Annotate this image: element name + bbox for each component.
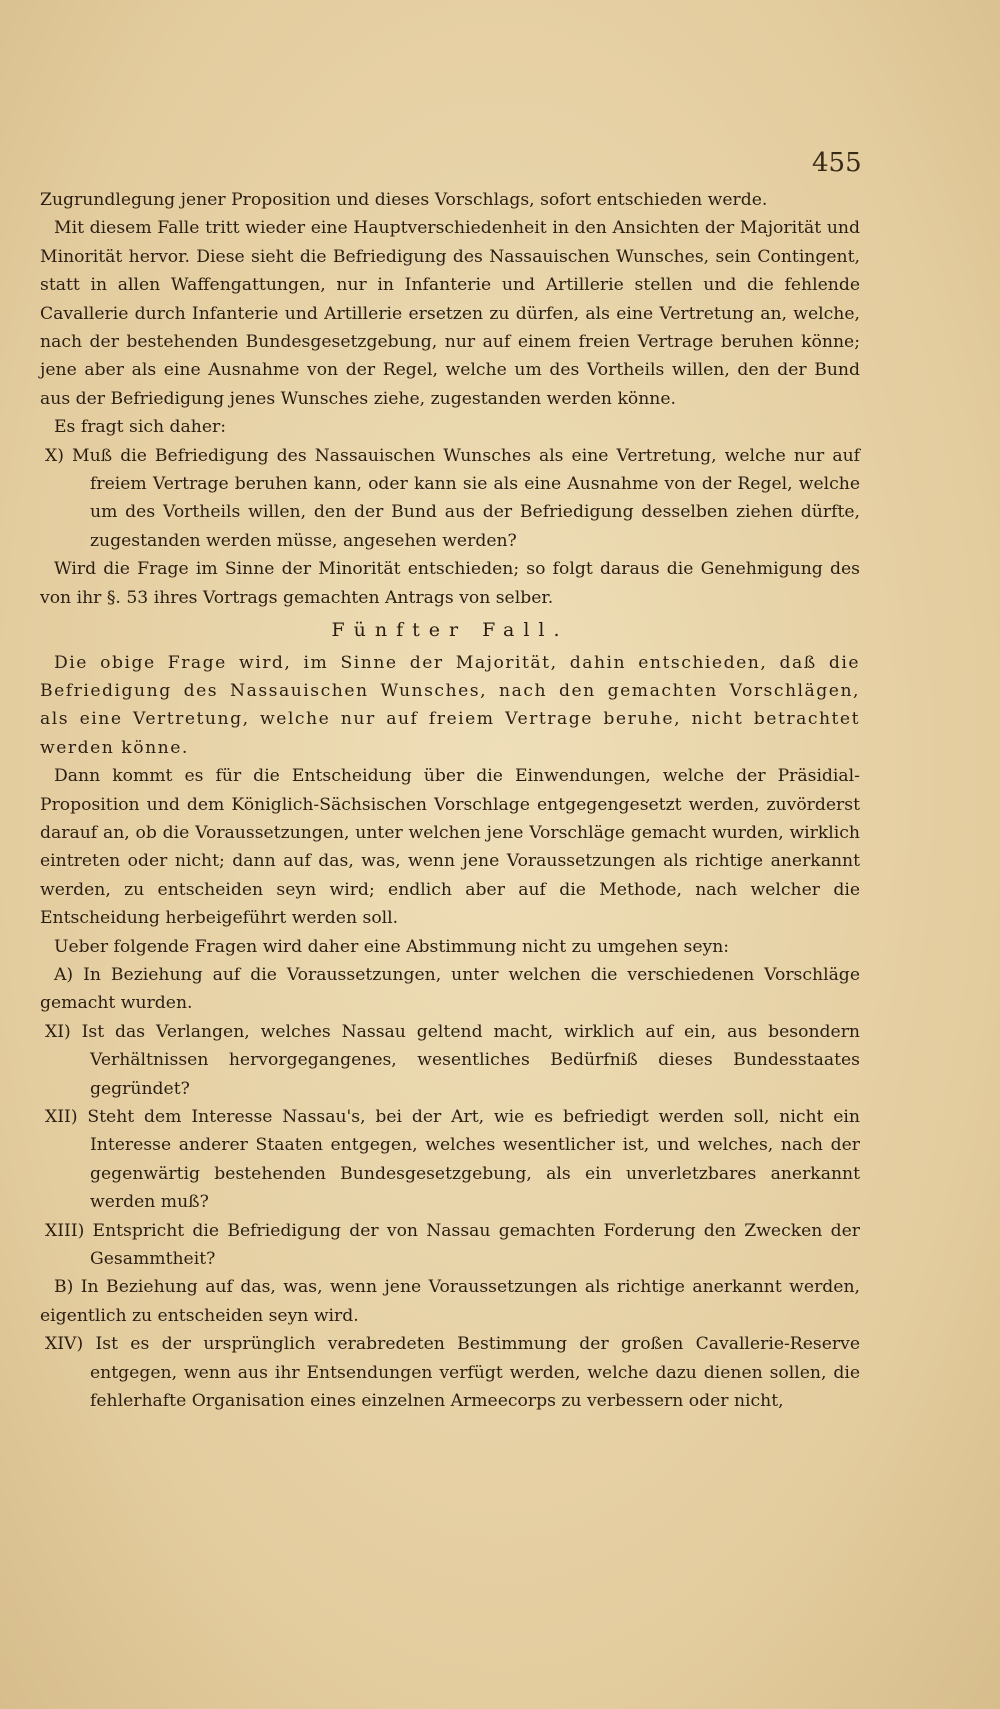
page-number: 455 [812, 148, 862, 178]
paragraph: Ueber folgende Fragen wird daher eine Abstimmung nicht zu umgehen seyn: [54, 936, 730, 957]
paragraph-continuation: Zugrundlegung jener Proposition und dieses Vorschlags, sofort entschieden werde. [40, 190, 768, 210]
paragraph: Es fragt sich daher: [54, 417, 227, 438]
paragraph: B) In Beziehung auf das, was, wenn jene Voraussetzungen als richtige anerkannt werden, eigentlich zu entscheiden seyn wird. [40, 1277, 860, 1326]
numbered-question: XI) Ist das Verlangen, welches Nassau geltend macht, wirklich auf ein, aus besondern Verhältnissen hervorgegangenes, wesentliches Bedürfniß dieses Bundesstaates gegründet? [45, 1021, 860, 1099]
section-heading: Fünfter Fall. [331, 619, 569, 642]
numbered-question: X) Muß die Befriedigung des Nassauischen Wunsches als eine Vertretung, welche nur auf freiem Vertrage beruhen kann, oder kann sie als eine Ausnahme von der Regel, welche um des Vortheils willen, den der Bund aus der Befriedigung desselben ziehen dürfte, zugestanden werden müsse, angesehen werden? [45, 445, 860, 551]
numbered-question: XIV) Ist es der ursprünglich verabredeten Bestimmung der großen Cavallerie-Reserve entgegen, wenn aus ihr Entsendungen verfügt werden, welche dazu dienen sollen, die fehlerhafte Organisation eines einzelnen Armeecorps zu verbessern oder nicht, [45, 1334, 860, 1412]
numbered-question: XII) Steht dem Interesse Nassau's, bei der Art, wie es befriedigt werden soll, nicht ein Interesse anderer Staaten entgegen, welches wesentlicher ist, und welches, nach der gegenwärtig bestehenden Bundesgesetzgebung, als ein unverletzbares anerkannt werden muß? [45, 1107, 860, 1213]
paragraph: A) In Beziehung auf die Voraussetzungen, unter welchen die verschiedenen Vorschläge gemacht wurden. [40, 964, 860, 1014]
paragraph: Dann kommt es für die Entscheidung über die Einwendungen, welche der Präsidial-Proposition und dem Königlich-Sächsischen Vorschlage entgegengesetzt werden, zuvörderst darauf an, ob die Voraussetzungen, unter welchen jene Vorschläge gemacht wurden, wirklich eintreten oder nicht; dann auf das, was, wenn jene Voraussetzungen als richtige anerkannt werden, zu entscheiden seyn wird; endlich aber auf die Methode, nach welcher die Entscheidung herbeigeführt werden soll. [40, 766, 860, 929]
paragraph: Die obige Frage wird, im Sinne der Majorität, dahin entschieden, daß die Befriedigung des Nassauischen Wunsches, nach den gemachten Vorschlägen, als eine Vertretung, welche nur auf freiem Vertrage beruhe, nicht betrachtet werden könne. [40, 652, 860, 758]
numbered-question: XIII) Entspricht die Befriedigung der von Nassau gemachten Forderung den Zwecken der Gesammtheit? [45, 1220, 860, 1270]
paragraph: Wird die Frage im Sinne der Minorität entschieden; so folgt daraus die Genehmigung des von ihr §. 53 ihres Vortrags gemachten Antrags von selber. [40, 559, 860, 608]
paragraph: Mit diesem Falle tritt wieder eine Hauptverschiedenheit in den Ansichten der Majorität und Minorität hervor. Diese sieht die Befriedigung des Nassauischen Wunsches, sein Contingent, statt in allen Waffengattungen, nur in Infanterie und Artillerie stellen und die fehlende Cavallerie durch Infanterie und Artillerie ersetzen zu dürfen, als eine Vertretung an, welche, nach der bestehenden Bundesgesetzgebung, nur auf einem freien Vertrage beruhen könne; jene aber als eine Ausnahme von der Regel, welche um des Vortheils willen, den der Bund aus der Befriedigung jenes Wunsches ziehe, zugestanden werden könne. [40, 218, 860, 409]
body-text [40, 186, 860, 1415]
